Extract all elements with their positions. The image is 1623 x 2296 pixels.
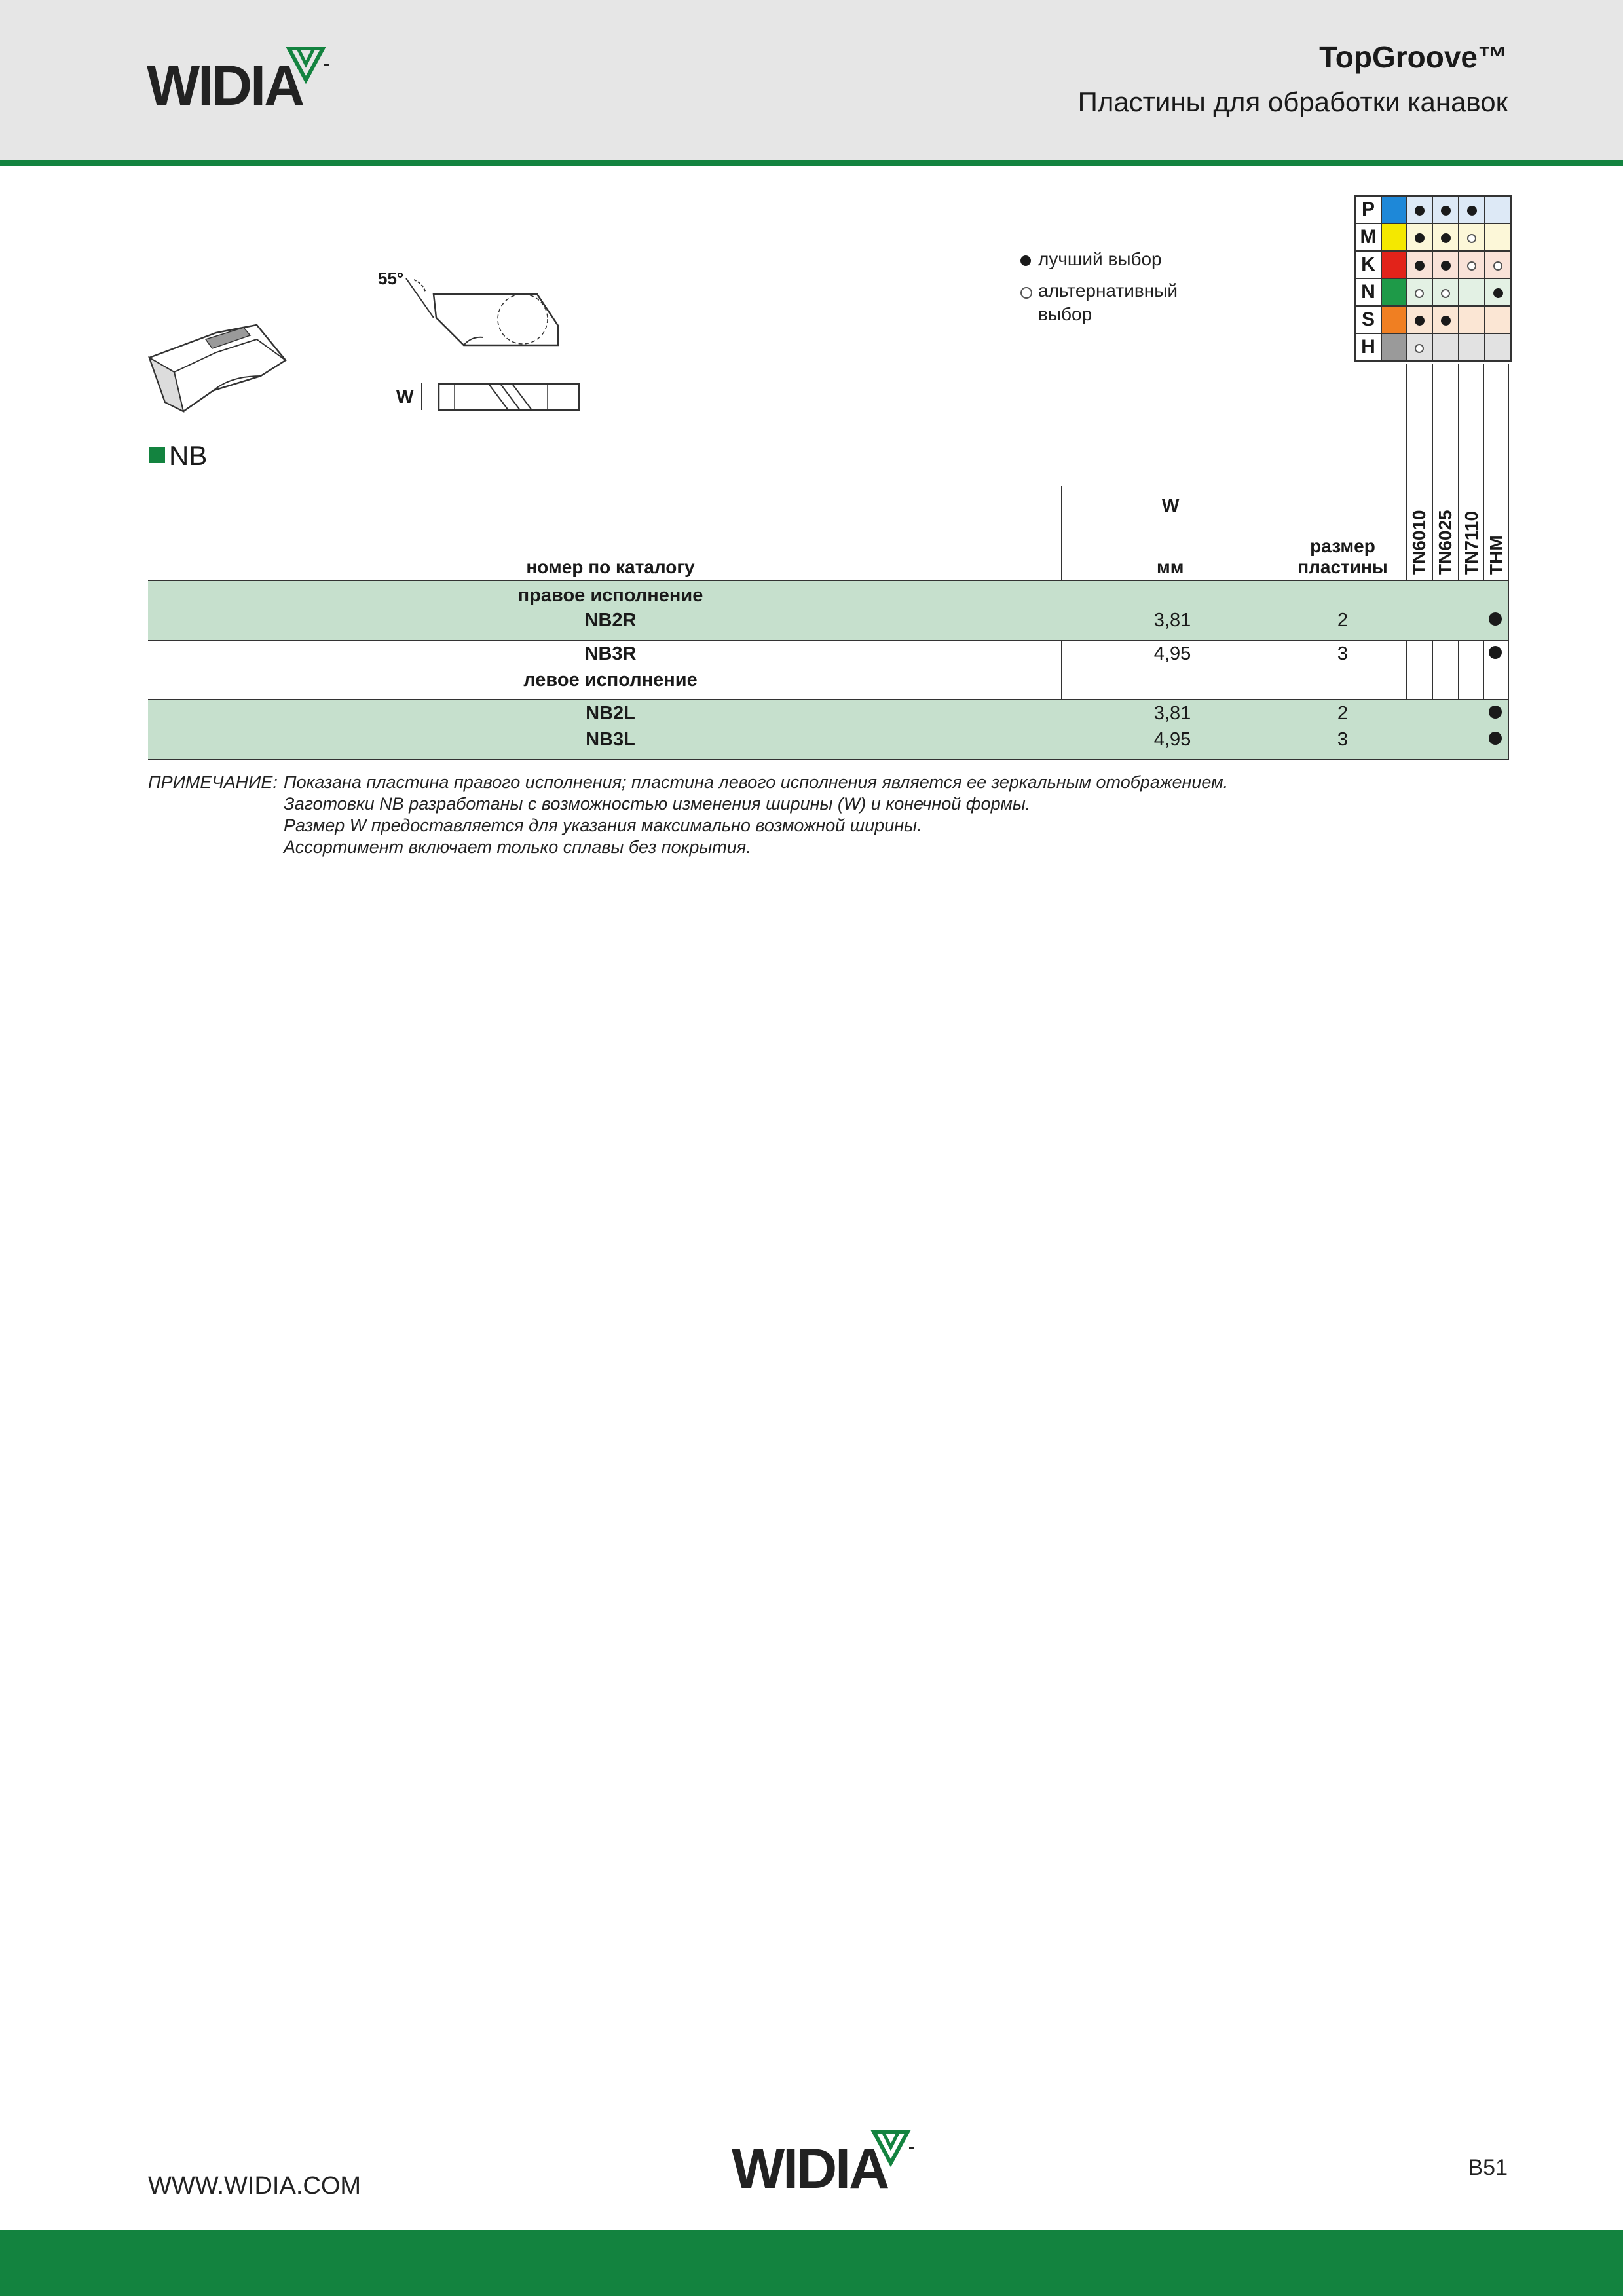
material-letter: S: [1355, 306, 1381, 333]
header-size-2: пластины: [1297, 557, 1388, 577]
grade-suitability-cell: [1459, 223, 1485, 251]
material-color-swatch: [1381, 306, 1406, 333]
product-subtitle: Пластины для обработки канавок: [1077, 86, 1508, 117]
catalog-code: NB3R: [584, 643, 637, 664]
grade-suitability-cell: [1485, 223, 1511, 251]
grade-label-tn7110: TN7110: [1461, 510, 1482, 575]
alternative-choice-circle-icon: [1467, 261, 1476, 271]
section-right: правое исполнение: [517, 585, 703, 606]
note-line: Заготовки NB разработаны с возможностью изменения ширины (W) и конечной формы.: [284, 794, 1031, 814]
size-value: 2: [1337, 610, 1349, 631]
product-name: TopGroove™: [1319, 40, 1508, 74]
family-marker-icon: [149, 447, 165, 463]
grade-suitability-cell: [1459, 278, 1485, 306]
grade-best-dot: [1489, 732, 1502, 745]
best-choice-dot-icon: [1415, 261, 1425, 271]
material-row-k: [1355, 251, 1511, 278]
footer-logo-wordmark: WIDIA: [732, 2137, 888, 2200]
material-color-swatch: [1381, 333, 1406, 361]
grade-suitability-cell: [1459, 196, 1485, 223]
w-value: 4,95: [1153, 643, 1191, 664]
page-number: B51: [1468, 2155, 1508, 2180]
header-catalog: номер по каталогу: [526, 557, 695, 577]
best-choice-dot-icon: [1415, 206, 1425, 216]
grade-suitability-cell: [1406, 333, 1432, 361]
material-letter: H: [1355, 333, 1381, 361]
size-value: 3: [1337, 643, 1349, 664]
material-row-n: [1355, 278, 1511, 306]
catalog-code: NB3L: [586, 729, 635, 750]
alternative-choice-circle-icon: [1493, 261, 1502, 271]
grade-suitability-cell: [1432, 278, 1459, 306]
material-row-s: [1355, 306, 1511, 333]
material-letter: K: [1355, 251, 1381, 278]
size-value: 2: [1337, 703, 1349, 724]
w-value: 4,95: [1153, 729, 1191, 750]
header-rule: [0, 160, 1623, 166]
w-value: 3,81: [1153, 703, 1191, 724]
header-w: W: [1162, 495, 1180, 516]
grade-best-dot: [1489, 646, 1502, 659]
alternative-choice-circle-icon: [1415, 289, 1424, 298]
material-row-p: [1355, 196, 1511, 223]
grade-suitability-cell: [1406, 251, 1432, 278]
widia-logo-mark: [286, 46, 332, 85]
footer-website-link[interactable]: WWW.WIDIA.COM: [148, 2172, 362, 2200]
grade-suitability-cell: [1432, 251, 1459, 278]
alternative-choice-circle-icon: [1441, 289, 1450, 298]
angle-label: 55°: [378, 269, 404, 288]
note-line: Размер W предоставляется для указания максимально возможной ширины.: [284, 816, 922, 835]
legend-alt-label-1: альтернативный: [1038, 280, 1178, 301]
alternative-choice-circle-icon: [1467, 234, 1476, 243]
grade-suitability-cell: [1485, 196, 1511, 223]
grade-suitability-cell: [1485, 333, 1511, 361]
grade-suitability-cell: [1459, 251, 1485, 278]
footer-band: [0, 2230, 1623, 2296]
best-choice-dot-icon: [1415, 316, 1425, 326]
grade-suitability-cell: [1432, 223, 1459, 251]
grade-label-thm: THM: [1486, 535, 1506, 575]
material-color-swatch: [1381, 278, 1406, 306]
grade-suitability-cell: [1406, 306, 1432, 333]
legend-alt-label-2: выбор: [1038, 304, 1092, 324]
header-w-unit: мм: [1157, 557, 1184, 577]
family-label: NB: [169, 440, 208, 471]
material-row-h: [1355, 333, 1511, 361]
material-letter: P: [1355, 196, 1381, 223]
legend-alt-circle: [1020, 287, 1032, 299]
material-color-swatch: [1381, 196, 1406, 223]
grade-divider: [1508, 364, 1509, 760]
grade-suitability-cell: [1485, 306, 1511, 333]
logo-wordmark: WIDIA: [147, 54, 303, 117]
grade-suitability-cell: [1432, 306, 1459, 333]
grade-label-tn6025: TN6025: [1435, 510, 1455, 575]
best-choice-dot-icon: [1441, 206, 1451, 216]
widia-logo: [147, 54, 303, 119]
grade-suitability-cell: [1485, 251, 1511, 278]
legend-best-dot: [1020, 255, 1031, 266]
grade-suitability-cell: [1432, 333, 1459, 361]
material-grade-grid: [1354, 195, 1512, 362]
grade-suitability-cell: [1406, 223, 1432, 251]
best-choice-dot-icon: [1441, 261, 1451, 271]
material-letter: N: [1355, 278, 1381, 306]
best-choice-dot-icon: [1415, 233, 1425, 243]
header-size-1: размер: [1310, 536, 1375, 556]
legend-best-label: лучший выбор: [1038, 249, 1162, 269]
section-left: левое исполнение: [523, 669, 698, 690]
best-choice-dot-icon: [1441, 316, 1451, 326]
size-value: 3: [1337, 729, 1349, 750]
material-color-swatch: [1381, 251, 1406, 278]
table-bottom-rule: [148, 759, 1508, 760]
grade-suitability-cell: [1406, 196, 1432, 223]
material-letter: M: [1355, 223, 1381, 251]
grade-best-dot: [1489, 706, 1502, 719]
footer-logo-mark: [871, 2129, 917, 2168]
catalog-code: NB2R: [584, 610, 637, 631]
note-line: Ассортимент включает только сплавы без покрытия.: [284, 837, 751, 857]
footer-logo: [732, 2137, 887, 2202]
grade-label-tn6010: TN6010: [1409, 510, 1429, 575]
best-choice-dot-icon: [1493, 288, 1503, 298]
note-label: ПРИМЕЧАНИЕ:: [148, 772, 278, 792]
grade-suitability-cell: [1459, 306, 1485, 333]
note-line: Показана пластина правого исполнения; пластина левого исполнения является ее зеркальным отображением.: [284, 772, 1229, 792]
catalog-code: NB2L: [586, 703, 635, 724]
w-value: 3,81: [1153, 610, 1191, 631]
material-row-m: [1355, 223, 1511, 251]
grade-best-dot: [1489, 612, 1502, 626]
alternative-choice-circle-icon: [1415, 344, 1424, 353]
grade-suitability-cell: [1459, 333, 1485, 361]
insert-side-view: [417, 380, 561, 413]
best-choice-dot-icon: [1467, 206, 1477, 216]
best-choice-dot-icon: [1441, 233, 1451, 243]
grade-suitability-cell: [1406, 278, 1432, 306]
material-color-swatch: [1381, 223, 1406, 251]
grade-suitability-cell: [1432, 196, 1459, 223]
insert-3d-drawing: [145, 313, 289, 418]
row-rule: [148, 640, 1508, 641]
width-label: W: [396, 386, 414, 407]
row-rule: [148, 699, 1508, 700]
grade-suitability-cell: [1485, 278, 1511, 306]
